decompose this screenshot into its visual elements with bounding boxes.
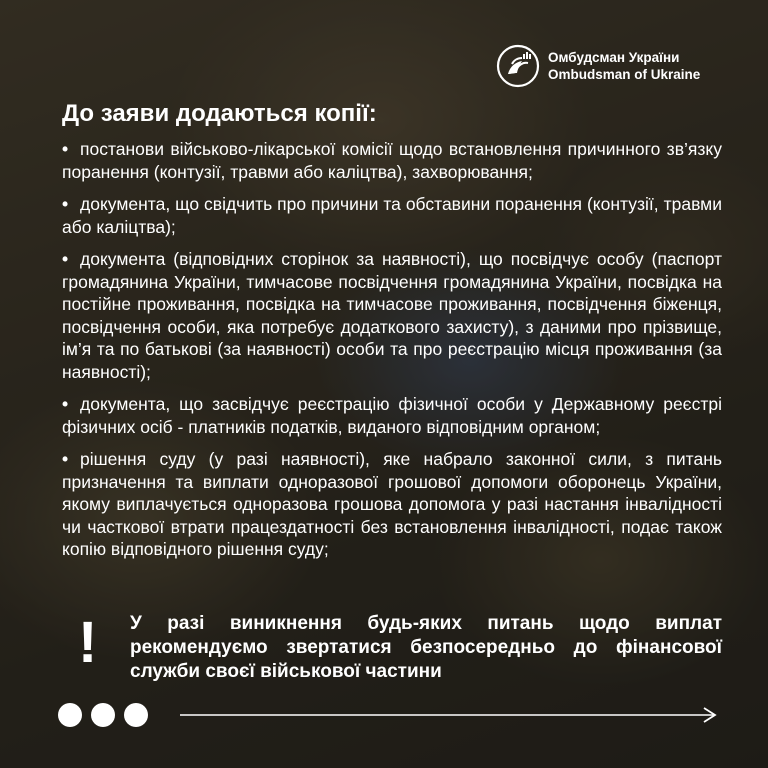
- list-item-text: постанови військово-лікарської комісії щодо встановлення причинного зв’язку поранення (контузії, травми або каліцтва), захворювання;: [62, 139, 722, 182]
- list-item-text: документа, що свідчить про причини та обставини поранення (контузії, травми або каліцтва);: [62, 194, 722, 237]
- list-item-text: документа (відповідних сторінок за наявності), що посвідчує особу (паспорт громадянина України, тимчасове посвідчення громадянина України, посвідка на постійне проживання, посвідка на тимчасове проживання, посвідчення біженця, посвідчення особи, яка потребує додаткового захисту), з даними про прізвище, ім’я та по батькові (за наявності) особи та про реєстрацію місця проживання (за наявності);: [62, 249, 722, 382]
- exclamation-icon: !: [78, 610, 98, 675]
- list-item: [62, 393, 722, 438]
- brand-name-uk: Омбудсман України: [548, 50, 680, 65]
- brand-name-en: Ombudsman of Ukraine: [548, 67, 701, 82]
- list-item: [62, 248, 722, 383]
- documents-list: [62, 138, 722, 571]
- bullet-icon: •: [62, 194, 69, 214]
- list-item-text: документа, що засвідчує реєстрацію фізичної особи у Державному реєстрі фізичних осіб - платників податків, виданого відповідним органом;: [62, 394, 722, 437]
- bullet-icon: •: [62, 139, 69, 159]
- ombudsman-logo: [496, 44, 700, 88]
- ombudsman-emblem-icon: [496, 44, 540, 88]
- bullet-icon: •: [62, 394, 69, 414]
- list-item: [62, 448, 722, 561]
- dot-icon: [124, 703, 148, 727]
- list-item-text: рішення суду (у разі наявності), яке набрало законної сили, з питань призначення та виплати одноразової грошової допомоги оборонець України, якому виплачується одноразова грошова допомога у разі настання інвалідності чи часткової втрати працездатності без встановлення інвалідності, подає також копію відповідного рішення суду;: [62, 449, 722, 559]
- three-dots-icon: [58, 703, 148, 727]
- notice-text: У разі виникнення будь-яких питань щодо виплат рекомендуємо звертатися безпосередньо до фінансової служби своєї військової частини: [130, 613, 722, 682]
- dot-icon: [91, 703, 115, 727]
- list-item: [62, 193, 722, 238]
- arrow-right-icon[interactable]: [180, 705, 720, 725]
- list-item: [62, 138, 722, 183]
- dot-icon: [58, 703, 82, 727]
- bullet-icon: •: [62, 449, 69, 469]
- bullet-icon: •: [62, 249, 69, 269]
- page-heading: До заяви додаються копії:: [62, 100, 377, 127]
- notice-block: [60, 612, 722, 692]
